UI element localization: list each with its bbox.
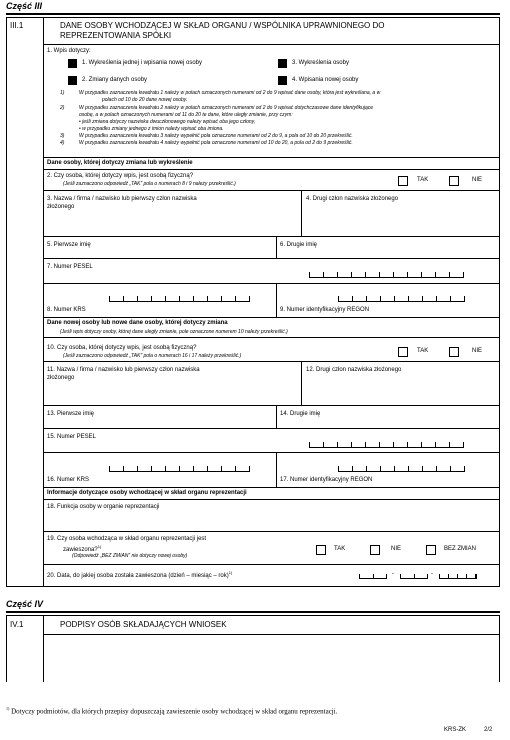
- option1-label: 1. Wykreślenia jednej i wpisania nowej osoby: [82, 60, 203, 66]
- q15-pesel-input[interactable]: [309, 442, 464, 448]
- q8-label: 8. Numer KRS: [47, 307, 86, 313]
- section-title-line2: REPREZENTOWANIA SPÓŁKI: [60, 31, 172, 40]
- q19-label-line1: 19. Czy osoba wchodząca w skład organu reprezentacji jest: [47, 536, 207, 542]
- page-number: 2/2: [484, 727, 493, 733]
- q2-note: (Jeśli zaznaczono odpowiedź „TAK” pola o numerach 8 i 9 należy przekreślić.): [63, 181, 236, 187]
- section-number: III.1: [10, 21, 24, 30]
- q2-tak-checkbox[interactable]: [398, 176, 408, 186]
- q2-nie-label: NIE: [472, 177, 483, 183]
- q19-nie-label: NIE: [391, 546, 402, 552]
- q10-nie-label: NIE: [472, 348, 483, 354]
- q18-label: 18. Funkcja osoby w organie reprezentacji: [47, 504, 160, 510]
- q2-tak-label: TAK: [417, 177, 429, 183]
- q15-label: 15. Numer PESEL: [47, 434, 97, 440]
- q14-label: 14. Drugie imię: [280, 411, 321, 417]
- q20-date-input[interactable]: - -: [359, 574, 475, 584]
- q10-label: 10. Czy osoba, której dotyczy wpis, jest osobą fizyczną?: [47, 345, 197, 351]
- q10-note: (Jeśli zaznaczono odpowiedź „TAK” pola o numerach 16 i 17 należy przekreślić.): [63, 353, 242, 359]
- part3-rule: [6, 13, 500, 15]
- option4-checkbox[interactable]: [278, 76, 287, 85]
- q7-pesel-input[interactable]: [309, 272, 464, 278]
- option2-checkbox[interactable]: [68, 76, 77, 85]
- q19-bez-zmian-label: BEZ ZMIAN: [444, 546, 477, 552]
- subsection1-title: Dane osoby, której dotyczy zmiana lub wykreślenie: [47, 160, 193, 166]
- part3-frame: [6, 17, 500, 587]
- option3-checkbox[interactable]: [278, 59, 287, 68]
- q9-regon-input[interactable]: [338, 296, 465, 302]
- q2-label: 2. Czy osoba, której dotyczy wpis, jest osobą fizyczną?: [47, 173, 194, 179]
- q4-label: 4. Drugi człon nazwiska złożonego: [306, 196, 399, 202]
- q10-nie-checkbox[interactable]: [449, 347, 459, 357]
- q1-label: 1. Wpis dotyczy:: [47, 48, 91, 54]
- q3-label-line1: 3. Nazwa / firma / nazwisko lub pierwszy człon nazwiska: [47, 196, 197, 202]
- q16-label: 16. Numer KRS: [47, 477, 90, 483]
- q9-label: 9. Numer identyfikacyjny REGON: [280, 307, 370, 313]
- q19-note: (Odpowiedź „BEZ ZMIAN” nie dotyczy nowej osoby): [72, 553, 188, 559]
- footnote: $^{1)}$ Dotyczy podmiotów, dla których przepisy dopuszczają zawieszenie osoby wchodzącej w skład organu reprezentacji.: [6, 706, 338, 716]
- q19-bez-zmian-checkbox[interactable]: [426, 545, 436, 555]
- part3-left-column: [43, 17, 44, 587]
- option4-label: 4. Wpisania nowej osoby: [292, 77, 359, 83]
- part4-section-number: IV.1: [10, 620, 24, 629]
- page-code: KRS-ZK: [444, 727, 467, 733]
- q7-label: 7. Numer PESEL: [47, 264, 93, 270]
- subsection2-title: Dane nowej osoby lub nowe dane osoby, której dotyczy zmiana: [47, 320, 228, 326]
- subsection3-title: Informacje dotyczące osoby wchodzącej w skład organu reprezentacji: [47, 490, 247, 496]
- q11-label-line2: złożonego: [47, 375, 75, 381]
- q20-label: 20. Data, do jakiej osoba została zawieszona (dzień – miesiąc – rok)$^{1)}$: [47, 570, 233, 579]
- q2-nie-checkbox[interactable]: [449, 176, 459, 186]
- q12-label: 12. Drugi człon nazwiska złożonego: [306, 367, 402, 373]
- q16-krs-input[interactable]: [109, 466, 250, 472]
- q13-label: 13. Pierwsze imię: [47, 411, 95, 417]
- q6-label: 6. Drugie imię: [280, 242, 318, 248]
- subsection2-note: (Jeśli wpis dotyczy osoby, której dane uległy zmianie, pole oznaczone numerem 10 należy przekreślić.): [60, 329, 288, 335]
- part3-title: Część III: [6, 1, 43, 11]
- section-title-line1: DANE OSOBY WCHODZĄCEJ W SKŁAD ORGANU / WSPÓLNIKA UPRAWNIONEGO DO: [60, 21, 385, 30]
- q19-nie-checkbox[interactable]: [370, 545, 380, 555]
- q19-tak-label: TAK: [334, 546, 346, 552]
- q10-tak-label: TAK: [417, 348, 429, 354]
- part4-title: Część IV: [6, 599, 44, 609]
- q10-tak-checkbox[interactable]: [398, 347, 408, 357]
- q19-tak-checkbox[interactable]: [316, 545, 326, 555]
- q5-label: 5. Pierwsze imię: [47, 242, 91, 248]
- option1-checkbox[interactable]: [68, 59, 77, 68]
- signatures-area[interactable]: [44, 635, 499, 682]
- date-month[interactable]: [400, 574, 428, 579]
- q17-label: 17. Numer identyfikacyjny REGON: [280, 477, 373, 483]
- q17-regon-input[interactable]: [338, 466, 465, 472]
- q19-label-line2: zawieszona?$^{1)}$: [63, 544, 102, 553]
- q11-label-line1: 11. Nazwa / firma / nazwisko lub pierwszy człon nazwiska: [47, 367, 200, 373]
- date-day[interactable]: [359, 574, 387, 579]
- q3-label-line2: złożonego: [47, 204, 75, 210]
- part4-section-title: PODPISY OSÓB SKŁADAJĄCYCH WNIOSEK: [60, 620, 227, 629]
- q8-krs-input[interactable]: [109, 296, 250, 302]
- option2-label: 2. Zmiany danych osoby: [82, 77, 148, 83]
- option3-label: 3. Wykreślenia osoby: [292, 60, 349, 66]
- date-year[interactable]: [439, 574, 477, 579]
